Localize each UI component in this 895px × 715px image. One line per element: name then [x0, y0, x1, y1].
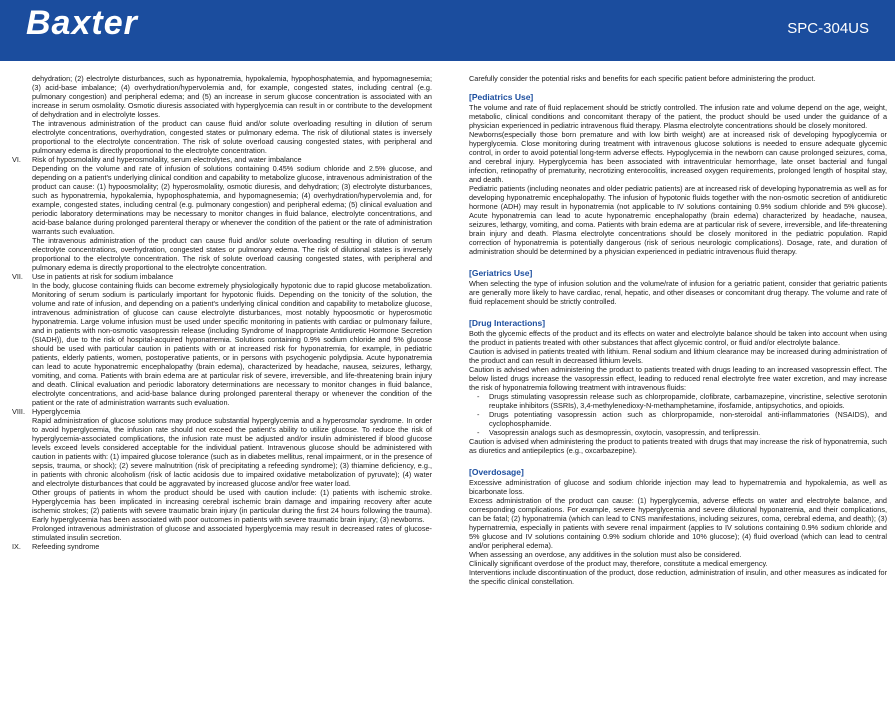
list-item: [469, 410, 887, 428]
left-column: [12, 74, 432, 551]
geriatrics-heading: [Geriatrics Use]: [469, 268, 533, 278]
paragraph: The intravenous administration of the product can cause fluid and/or solute overloading resulting in dilution of serum electrolyte concentrations, overhydration, congested states or pulmonary edema. The risk of dilutional states is inversely proportional to the electrolyte concentration. The risk of solute overload causing congested states, with peripheral and pulmonary edema is directly proportional to the electrolyte concentration.: [32, 119, 432, 155]
section-title: Risk of hyposmolality and hyperosmolality, serum electrolytes, and water imbalance: [32, 155, 302, 164]
paragraph: When assessing an overdose, any additives in the solution must also be considered.: [469, 550, 742, 559]
section-vii-title: [12, 272, 432, 281]
section-title: Hyperglycemia: [32, 407, 81, 416]
pediatrics-heading: [Pediatrics Use]: [469, 92, 534, 102]
list-item: [469, 428, 887, 437]
section-number: IX.: [12, 542, 21, 551]
bullet-text: Vasopressin analogs such as desmopressin, oxytocin, vasopressin, and terlipressin.: [489, 428, 761, 437]
paragraph: When selecting the type of infusion solution and the volume/rate of infusion for a geriatric patient, consider that geriatric patients are generally more likely to have cardiac, renal, hepatic, and other diseases or concomitant drug therapy. The volume and rate of fluid replacement should be strictly controlled.: [469, 279, 887, 306]
bullet-text: Drugs potentiating vasopressin action such as chlorpropamide, non-steroidal anti-inflammatories (NSAIDS), and cyclophosphamide.: [489, 410, 887, 428]
bullet-dash: -: [477, 428, 480, 437]
paragraph: Clinically significant overdose of the product may, therefore, constitute a medical emergency.: [469, 559, 768, 568]
right-column: [469, 74, 887, 586]
paragraph: Interventions include discontinuation of the product, dose reduction, administration of insulin, and other measures as indicated for the specific clinical constellation.: [469, 568, 887, 586]
section-number: VIII.: [12, 407, 25, 416]
overdosage-heading: [Overdosage]: [469, 467, 524, 477]
paragraph: Other groups of patients in whom the product should be used with caution include: (1) patients with ischemic stroke. Hyperglycemia has been implicated in increasing cerebral ischemic brain damage and impairing recovery after acute ischemic strokes; (2) patients with severe traumatic brain injury (in particular during the first 24 hours following the trauma). Early hyperglycemia has been associated with poor outcomes in patients with severe traumatic brain injury; (3) newborns.: [32, 488, 432, 524]
paragraph: Excessive administration of glucose and sodium chloride injection may lead to hypernatremia and hypokalemia, as well as bicarbonate loss.: [469, 478, 887, 496]
intro-paragraph: Carefully consider the potential risks and benefits for each specific patient before administering the product.: [469, 74, 816, 83]
paragraph: Depending on the volume and rate of infusion of solutions containing 0.45% sodium chloride and 2.5% glucose, and depending on a patient's underlying clinical condition and capability to metabolize glucose, intravenous administration of the product can cause: (1) hypoosmolality; (2) hyperosmolality, osmotic diuresis, and dehydration; (3) electrolyte disturbances, such as hyponatremia, hypokalemia, hypophosphatemia, and hypomagnesemia; (4) overhydration/hypervolemia and, for example, congested states, including central (e.g. pulmonary congestion) and peripheral edema; (5) clinical evaluation and periodic laboratory determinations may be necessary to monitor changes in fluid balance, electrolyte concentrations, and acid-base balance during prolonged parenteral therapy or whenever the condition of the patient or the rate of administration warrants such evaluation.: [32, 164, 432, 236]
document-code: SPC-304US: [787, 20, 869, 37]
bullet-dash: -: [477, 410, 480, 419]
paragraph: Excess administration of the product can cause: (1) hyperglycemia, adverse effects on water and electrolyte balance, and corresponding complications. For example, severe hyperglycemia and severe dilutional hyponatremia, and their complications, can be fatal; (2) hyponatremia (which can lead to CNS manifestations, including seizures, coma, cerebral edema, and death); (3) hypernatremia, especially in patients with severe renal impairment (applies to IV solutions containing 0.9% sodium chloride and 5% glucose and IV solutions containing 0.9% sodium chloride and 10% glucose); (4) fluid overload (which can lead to central and/or peripheral edema).: [469, 496, 887, 550]
paragraph: Caution is advised when administering the product to patients treated with drugs leading to an increased vasopressin effect. The below listed drugs increase the vasopressin effect, leading to reduced renal electrolyte free water excretion, and may increase the risk of hyponatremia following treatment with intravenous fluids:: [469, 365, 887, 392]
bullet-dash: -: [477, 392, 480, 401]
paragraph: Rapid administration of glucose solutions may produce substantial hyperglycemia and a hyperosmolar syndrome. In order to avoid hyperglycemia, the infusion rate should not exceed the patient's ability to utilize glucose. To reduce the risk of hyperglycemia-associated complications, the infusion rate must be adjusted and/or insulin administered if blood glucose levels exceed levels considered acceptable for the individual patient. Intravenous glucose should be administered with caution in patients with: (1) impaired glucose tolerance (such as in diabetes mellitus, renal impairment, or in the presence of sepsis, trauma, or shock); (2) severe malnutrition (risk of precipitating a refeeding syndrome); (3) thiamine deficiency, e.g., in patients with chronic alcoholism (risk of lactic acidosis due to impaired oxidative metabolization of pyruvate); (4) water and electrolyte disturbances that could be aggravated by increased glucose and/or free water load.: [32, 416, 432, 488]
section-viii-title: [12, 407, 432, 416]
paragraph: The intravenous administration of the product can cause fluid and/or solute overloading resulting in dilution of serum electrolyte concentrations, overhydration, congested states or pulmonary edema. The risk of dilutional states is inversely proportional to the electrolyte concentration. The risk of solute overload causing congested states, with peripheral and pulmonary edema is directly proportional to the electrolyte concentration.: [32, 236, 432, 272]
section-ix-title: [12, 542, 432, 551]
section-number: VII.: [12, 272, 23, 281]
paragraph: In the body, glucose containing fluids can become extremely physiologically hypotonic due to rapid glucose metabolization. Monitoring of serum sodium is particularly important for hypotonic fluids. Depending on the tonicity of the solution, the volume and rate of infusion, and depending on a patient's underlying clinical condition and capability to metabolize glucose, intravenous administration of glucose can cause electrolyte disturbances, most notably hypoosmotic or hyperosmotic hyponatremia. Large volume infusion must be used under specific monitoring in patients with cardiac or pulmonary failure, and in patients with non-osmotic vasopressin release (including Syndrome of Inappropriate Antidiuretic Hormone Secretion (SIADH)), due to the risk of hospital-acquired hyponatremia. Solutions containing 0.9% sodium chloride and 5% glucose should be used with particular caution in patients with or at increased risk for hyponatremia, for example, in pediatric patients, elderly patients, women, postoperative patients, or in persons with psychogenic polydipsia. Acute hyponatremia can lead to acute hyponatremic encephalopathy (brain edema), characterized by headache, nausea, seizures, lethargy, vomiting, and coma. Patients with brain edema are at particular risk of severe, irreversible, and life-threatening brain injury and death. Clinical evaluation and periodic laboratory determinations are necessary to monitor changes in fluid balance, electrolyte concentrations, and acid-base balance during prolonged parenteral therapy or whenever the condition of the patient or the rate of administration warrants such evaluation.: [32, 281, 432, 407]
section-title: Refeeding syndrome: [32, 542, 100, 551]
paragraph: Caution is advised when administering the product to patients treated with drugs that may increase the risk of hyponatremia, such as diuretics and antiepileptics (e.g., oxcarbazepine).: [469, 437, 887, 455]
paragraph: Prolonged intravenous administration of glucose and associated hyperglycemia may result in decreased rates of glucose-stimulated insulin secretion.: [32, 524, 432, 542]
paragraph: The volume and rate of fluid replacement should be strictly controlled. The infusion rate and volume depend on the age, weight, metabolic, clinical conditions and concomitant therapy of the patient, the product should be used under the guidance of a physician experienced in pediatric intravenous fluid therapy. Plasma electrolyte concentrations should be closely monitored.: [469, 103, 887, 130]
bullet-text: Drugs stimulating vasopressin release such as chlorpropamide, clofibrate, carbamazepine, vincristine, selective serotonin reuptake inhibitors (SSRIs), 3,4-methylenedioxy-N-methamphetamine, ifosfamide, antipsychotics, and opioids.: [489, 392, 887, 410]
list-item: [469, 392, 887, 410]
baxter-logo: Baxter: [26, 4, 138, 42]
paragraph: Newborns(especially those born premature and with low birth weight) are at increased risk of developing hypoglycemia or hyperglycemia. Close monitoring during treatment with intravenous glucose solutions is needed to ensure adequate glycemic control, in order to avoid potential long-term adverse effects. Hypoglycemia in the newborn can cause prolonged seizures, coma, and cerebral injury. Hyperglycemia has been associated with intraventricular hemorrhage, late onset bacterial and fungal infection, retinopathy of prematurity, necrotizing enterocolitis, increased oxygen requirements, prolonged length of hospital stay, and death.: [469, 130, 887, 184]
paragraph: Both the glycemic effects of the product and its effects on water and electrolyte balance should be taken into account when using the product in patients treated with other substances that affect glycemic control, or fluid and/or electrolyte balance.: [469, 329, 887, 347]
paragraph: Caution is advised in patients treated with lithium. Renal sodium and lithium clearance may be increased during administration of the product and can result in decreased lithium levels.: [469, 347, 887, 365]
paragraph: dehydration; (2) electrolyte disturbances, such as hyponatremia, hypokalemia, hypophosphatemia, and hypomagnesemia; (3) acid-base imbalance; (4) overhydration/hypervolemia and, for example, congested states, including central (e.g. pulmonary congestion) and peripheral edema; and (5) an increase in serum glucose concentration is associated with an increase in serum osmolality. Osmotic diuresis associated with hyperglycemia can result in or contribute to the development of dehydration and in electrolyte losses.: [32, 74, 432, 119]
paragraph: Pediatric patients (including neonates and older pediatric patients) are at increased risk of developing hyponatremia as well as for developing hyponatremic encephalopathy. The infusion of hypotonic fluids together with the non-osmotic secretion of antidiuretic hormone (ADH) may result in hyponatremia (not applicable to IV solutions containing 0.9% sodium chloride and 5% glucose). Acute hyponatremia can lead to acute hyponatremic encephalopathy (brain edema) characterized by headache, nausea, seizures, lethargy, vomiting, and coma. Patients with brain edema are at particular risk of severe, irreversible, and life-threatening brain injury and death. Plasma electrolyte concentrations should be closely monitored in the pediatric population. Rapid correction of hyponatremia is potentially dangerous (risk of serious neurologic complications). Dosage, rate, and duration of administration should be determined by a physician experienced in pediatric intravenous fluid therapy.: [469, 184, 887, 256]
section-number: VI.: [12, 155, 21, 164]
drug-interactions-heading: [Drug Interactions]: [469, 318, 546, 328]
section-vi-title: [12, 155, 432, 164]
section-title: Use in patients at risk for sodium imbalance: [32, 272, 174, 281]
page-header: [0, 0, 895, 61]
